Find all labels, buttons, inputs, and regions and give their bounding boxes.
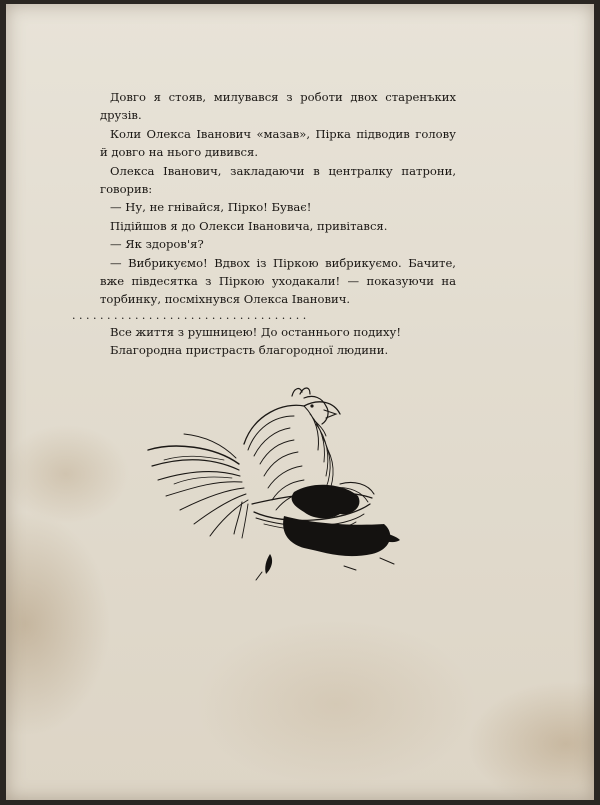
book-page bbox=[6, 4, 594, 800]
paragraph: Олекса Іванович, закладаючи в централку патрони, говорив: bbox=[100, 163, 456, 197]
page-text bbox=[72, 88, 456, 360]
bird-on-nest-illustration bbox=[144, 384, 404, 594]
paragraph: Коли Олекса Іванович «мазав», Пірка підводив голову й довго на нього дивився. bbox=[100, 126, 456, 160]
closing-line: Все життя з рушницею! До останнього подиху! bbox=[110, 324, 401, 339]
dialogue-line: — Як здоров'я? bbox=[110, 237, 204, 252]
paragraph: Довго я стояв, милувався з роботи двох старенъких друзів. bbox=[100, 90, 456, 123]
dialogue-line: — Вибрикуємо! Вдвох із Піркою вибрикуємо. Бачите, вже півдесятка з Піркою уходакали! — показуючи на торбинку, посміхнувся Олекса Іванович. bbox=[100, 255, 456, 307]
paragraph: Підійшов я до Олекси Івановича, привітався. bbox=[110, 218, 388, 233]
dialogue-line: — Ну, не гнівайся, Пірко! Буває! bbox=[110, 200, 312, 215]
closing-line: Благородна пристрасть благородної людини. bbox=[110, 343, 389, 358]
dotted-separator: . . . . . . . . . . . . . . . . . . . . . . . . . . . . . . . . . . bbox=[72, 308, 307, 322]
